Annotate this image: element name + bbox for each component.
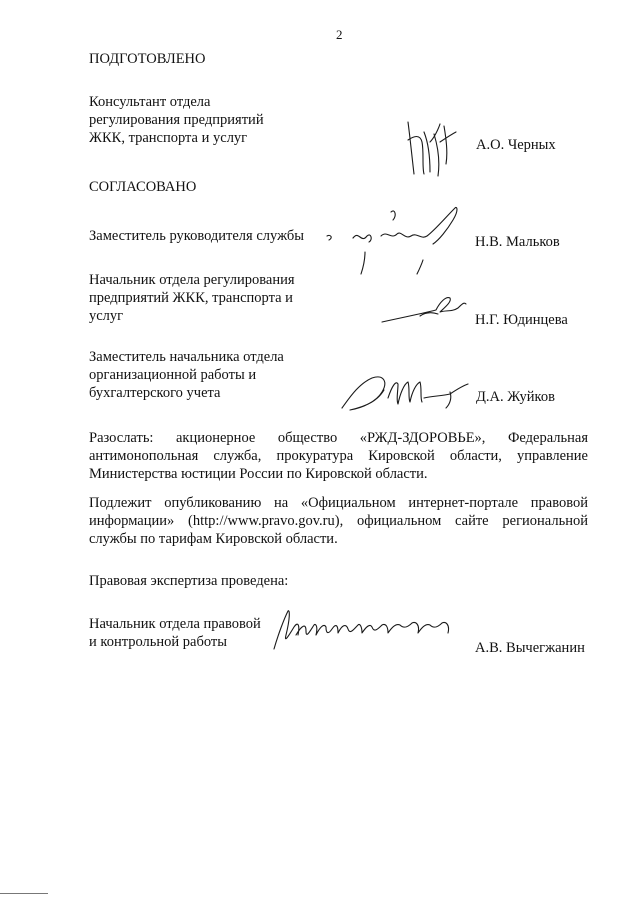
agreed-signer-2-position-line-3: услуг <box>89 308 124 324</box>
legal-review-heading: Правовая экспертиза проведена: <box>89 573 289 589</box>
agreed-signer-2-name: Н.Г. Юдинцева <box>475 312 568 328</box>
agreed-signer-3-position-line-1: Заместитель начальника отдела <box>89 349 284 365</box>
agreed-signer-3-position-line-3: бухгалтерского учета <box>89 385 221 401</box>
signature-yudintseva <box>380 290 470 330</box>
prepared-heading: ПОДГОТОВЛЕНО <box>89 51 206 67</box>
legal-review-position-line-2: и контрольной работы <box>89 634 227 650</box>
agreed-signer-3-name: Д.А. Жуйков <box>476 389 555 405</box>
footer-rule <box>0 893 48 894</box>
prepared-position-line-2: регулирования предприятий <box>89 112 264 128</box>
agreed-signer-2-position-line-1: Начальник отдела регулирования <box>89 272 295 288</box>
agreed-signer-1-position-line-1: Заместитель руководителя службы <box>89 228 305 244</box>
signature-chernykh <box>400 112 460 182</box>
agreed-signer-3-position-line-2: организационной работы и <box>89 367 257 383</box>
legal-review-signer-name: А.В. Вычегжанин <box>475 640 585 656</box>
agreed-signer-2-position-line-2: предприятий ЖКК, транспорта и <box>89 290 293 306</box>
agreed-heading: СОГЛАСОВАНО <box>89 179 197 195</box>
prepared-position-line-3: ЖКК, транспорта и услуг <box>89 130 248 146</box>
signature-vychegzhanin <box>268 605 463 655</box>
publication-paragraph: Подлежит опубликованию на «Официальном интернет-портале правовой информации» (http://www.pravo.gov.ru), официальном сайте региональной службы по тарифам Кировской области. <box>89 495 588 547</box>
distribution-paragraph: Разослать: акционерное общество «РЖД-ЗДОРОВЬЕ», Федеральная антимонопольная служба, прокуратура Кировской области, управление Министерства юстиции России по Кировской области. <box>89 430 588 482</box>
legal-review-position-line-1: Начальник отдела правовой <box>89 616 261 632</box>
page-number: 2 <box>336 27 343 42</box>
prepared-signer-name: А.О. Черных <box>476 137 556 153</box>
prepared-position-line-1: Консультант отдела <box>89 94 211 110</box>
signature-malkov <box>325 200 475 280</box>
signature-zhuykov <box>338 370 473 415</box>
agreed-signer-1-name: Н.В. Мальков <box>475 234 560 250</box>
